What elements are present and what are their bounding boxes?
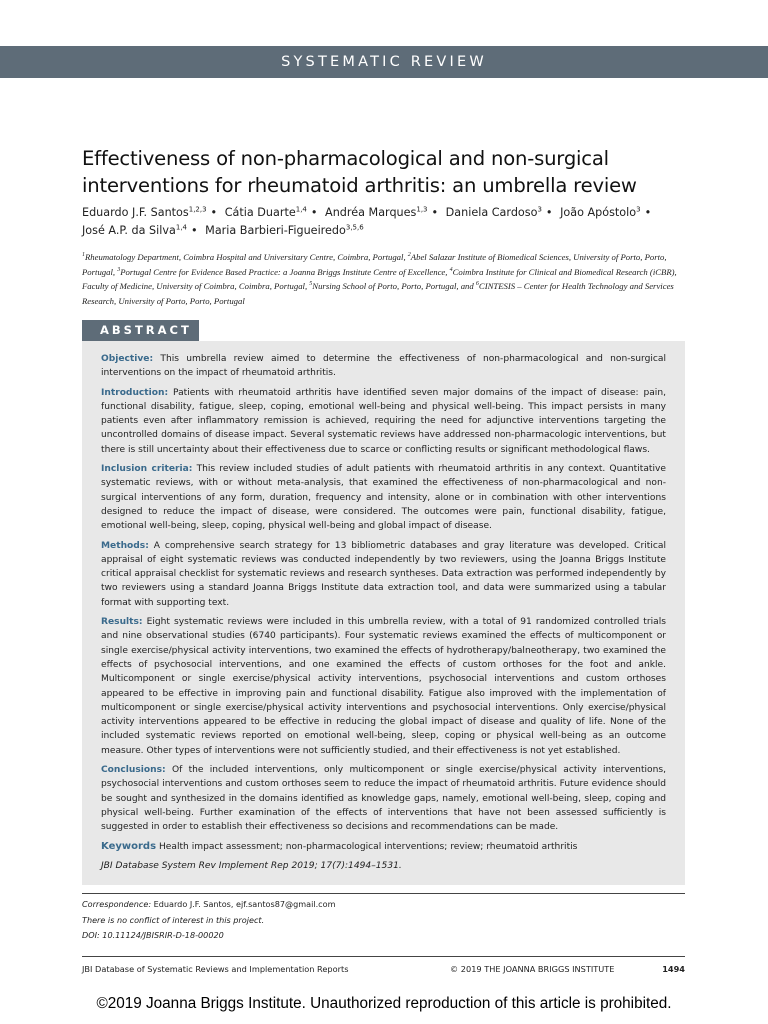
doi: DOI: 10.11124/JBISRIR-D-18-00020 <box>82 930 224 940</box>
bullet-separator: • <box>431 206 439 219</box>
section-label: Conclusions: <box>101 765 166 776</box>
section-banner <box>0 46 768 78</box>
affiliation-text: Abel Salazar Institute of Biomedical Sciences, University of Porto, Porto, Portugal, <box>82 252 667 277</box>
keywords-text: Health impact assessment; non-pharmacological interventions; review; rheumatoid arthritis <box>158 841 578 852</box>
affiliation-number: 5 <box>309 281 313 288</box>
abstract-heading: ABSTRACT <box>100 323 192 337</box>
affiliation-text: Coimbra Institute for Clinical and Biomedical Research (iCBR), Faculty of Medicine, University of Coimbra, Coimbra, Portugal, <box>82 266 677 291</box>
author-list <box>82 204 702 240</box>
section-label: Inclusion criteria: <box>101 464 193 475</box>
author-affiliation: 1,3 <box>416 205 428 214</box>
section-text: A comprehensive search strategy for 13 bibliometric databases and gray literature was developed. Critical appraisal of eight systematic reviews was conducted independently by two reviewers, using the Joanna Briggs Institute critical appraisal checklist for systematic reviews and research syntheses. Data extraction was performed independently by two reviewers using a standard Joanna Briggs Institute data extraction tool, and data were summarized using a tabular format with supporting text. <box>101 540 666 608</box>
abstract-content <box>101 352 666 878</box>
section-label: Methods: <box>101 540 149 551</box>
keywords <box>101 840 666 854</box>
author-affiliation: 3,5,6 <box>345 223 364 232</box>
bullet-separator: • <box>310 206 318 219</box>
section-text: Patients with rheumatoid arthritis have identified seven major domains of the impact of disease: pain, functional disability, fatigue, sleep, coping, emotional well-being and physical well-being. This impact persists in many patients even after inflammatory remission is achieved, requiring the need for adjunctive interventions targeting the uncontrolled domains of disease impact. Several systematic reviews have addressed non-pharmacologic interventions, but there is still uncertainty about their effectiveness due to scarce or conflicting results or significant methodological flaws. <box>101 387 666 455</box>
affiliations <box>82 250 688 308</box>
bullet-separator: • <box>644 206 652 219</box>
reproduction-notice: ©2019 Joanna Briggs Institute. Unauthorized reproduction of this article is prohibited. <box>96 995 672 1012</box>
banner-label: SYSTEMATIC REVIEW <box>281 54 487 70</box>
author-affiliation: 1,2,3 <box>188 205 207 214</box>
abstract-section-introduction <box>101 386 666 457</box>
affiliation-number: 3 <box>117 266 121 273</box>
citation: JBI Database System Rev Implement Rep 2019; 17(7):1494–1531. <box>101 860 402 871</box>
section-label: Objective: <box>101 354 154 364</box>
abstract-section-results <box>101 615 666 758</box>
correspondence-line <box>82 897 685 913</box>
author-name: José A.P. da Silva <box>82 224 176 237</box>
author-name: Maria Barbieri-Figueiredo <box>205 224 346 237</box>
affiliation-text: Portugal Centre for Evidence Based Practice: a Joanna Briggs Institute Centre of Excellence, <box>120 266 450 277</box>
section-label: Introduction: <box>101 387 169 398</box>
conflict-statement: There is no conflict of interest in this project. <box>82 914 265 925</box>
author-name: Cátia Duarte <box>224 206 296 219</box>
bullet-separator: • <box>191 224 198 237</box>
affiliation-text: Nursing School of Porto, Porto, Portugal, and <box>312 281 476 291</box>
footer-divider <box>82 956 685 957</box>
bullet-separator: • <box>210 206 218 219</box>
keywords-label: Keywords <box>101 840 157 852</box>
affiliation-number: 4 <box>449 266 453 273</box>
section-text: Eight systematic reviews were included in this umbrella review, with a total of 91 randomized controlled trials and nine observational studies (6740 participants). Four systematic reviews examined the effects of multicomponent or single exercise/physical activity interventions, two examined the effects of hydrotherapy/balneotherapy, two examined the effects of psychosocial interventions, and one examined the effects of custom orthoses for the foot and ankle. Multicomponent or single exercise/physical activity interventions, psychosocial interventions and custom orthoses appeared to be effective in improving pain and functional disability. Fatigue also improved with the implementation of multicomponent or single exercise/physical activity interventions and psychosocial interventions. Only exercise/physical activity interventions appeared to be effective in reducing the global impact of disease and quality of life. None of the included systematic reviews reported on emotional well-being, sleep, coping or physical well-being as an outcome measure. Other types of interventions were not sufficiently studied, and their effectiveness is not yet established. <box>101 617 666 756</box>
section-text: This review included studies of adult patients with rheumatoid arthritis in any context. Quantitative systematic reviews, with or without meta-analysis, that examined the effectiveness of non-pharmacological and non-surgical interventions of any form, duration, frequency and intensity, alone or in combination with other interventions designed to reduce the impact of disease, were considered. The outcomes were pain, functional disability, fatigue, emotional well-being, sleep, coping, physical well-being and global impact of disease. <box>101 464 666 532</box>
section-label: Results: <box>101 617 143 628</box>
author-affiliation: 3 <box>636 205 641 214</box>
abstract-section-objective <box>101 352 666 381</box>
copyright: © 2019 THE JOANNA BRIGGS INSTITUTE <box>450 964 615 974</box>
author-name: Andréa Marques <box>325 206 417 219</box>
section-text: Of the included interventions, only multicomponent or single exercise/physical activity interventions, psychosocial interventions and custom orthoses seem to reduce the impact of rheumatoid arthritis. Future evidence should be sought and synthesized in the domains identified as knowledge gaps, namely, emotional well-being, sleep, coping and physical well-being. Further examination of the effects of interventions that have not been assessed sufficiently is suggested in order to establish their effectiveness so decisions and recommendations can be made. <box>101 765 666 833</box>
correspondence-label: Correspondence: <box>82 899 152 909</box>
author-affiliation: 3 <box>537 205 542 214</box>
affiliation-number: 6 <box>475 281 479 288</box>
journal-name: JBI Database of Systematic Reviews and Implementation Reports <box>82 964 349 974</box>
author-affiliation: 1,4 <box>175 223 187 232</box>
affiliation-number: 2 <box>407 252 411 259</box>
correspondence-block <box>82 897 685 944</box>
author-name: Daniela Cardoso <box>445 206 538 219</box>
affiliation-number: 1 <box>82 252 85 259</box>
abstract-label <box>82 320 199 341</box>
page-number: 1494 <box>662 964 685 974</box>
section-text: This umbrella review aimed to determine the effectiveness of non-pharmacological and non-surgical interventions on the impact of rheumatoid arthritis. <box>101 354 666 379</box>
author-name: Eduardo J.F. Santos <box>82 206 189 219</box>
affiliation-text: Rheumatology Department, Coimbra Hospital and Universitary Centre, Coimbra, Portugal, <box>85 252 408 262</box>
author-affiliation: 1,4 <box>295 205 307 214</box>
abstract-section-methods <box>101 539 666 610</box>
correspondence-text: Eduardo J.F. Santos, ejf.santos87@gmail.com <box>153 899 336 909</box>
abstract-section-conclusions <box>101 763 666 834</box>
author-name: João Apóstolo <box>560 206 637 219</box>
bullet-separator: • <box>545 206 553 219</box>
divider <box>82 893 685 894</box>
affiliation-text: CINTESIS – Center for Health Technology and Services Research, University of Porto, Porto, Portugal <box>82 281 674 306</box>
abstract-section-inclusion <box>101 462 666 533</box>
article-title: Effectiveness of non-pharmacological and non-surgical interventions for rheumatoid arthritis: an umbrella review <box>82 147 637 197</box>
